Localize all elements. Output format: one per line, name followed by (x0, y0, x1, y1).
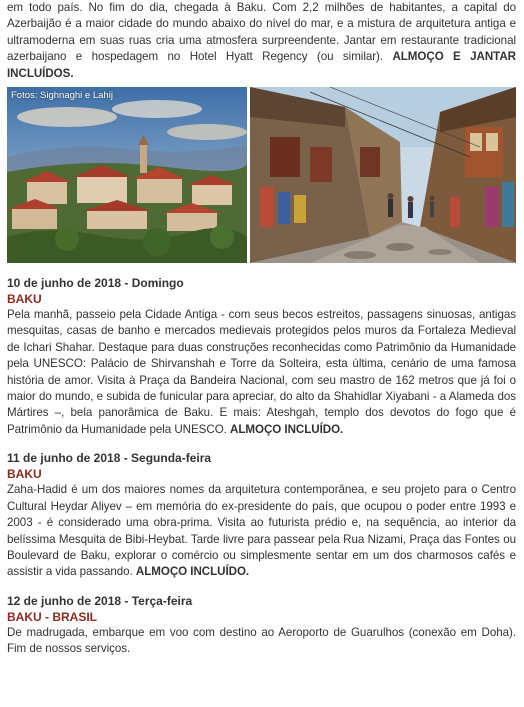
lahij-photo (250, 87, 516, 263)
day-city: BAKU - BRASIL (7, 609, 97, 624)
day-text: Pela manhã, passeio pela Cidade Antiga - com seus becos estreitos, passagens sinuosas, antigas mesquitas, casas de banho e mercados medievais protegidos pelos muros da Fortaleza Medieval de Ichari Shahar. Destaque para duas construções reconhecidas como Patrimônio da Humanidade pela UNESCO: Palácio de Shirvanshah e Torre da Solteira, esta última, cenário de uma famosa história de amor. Visita à Praça da Bandeira Nacional, com seu mastro de 162 metros que já foi o maior do mundo, e subida de funicular para apreciar, do alto da Shahidlar Xiyabani - a Alameda dos Mártires –, bela panorâmica de Baku. E mais: Ateshgah, templo dos devotos do fogo que é Patrimônio da Humanidade pela UNESCO. (7, 308, 516, 436)
day-city: BAKU (7, 292, 42, 307)
intro-paragraph (7, 0, 516, 82)
day-meals: ALMOÇO INCLUÍDO. (230, 422, 344, 436)
photo-strip (7, 87, 516, 263)
day-text: Zaha-Hadid é um dos maiores nomes da arquitetura contemporânea, e seu projeto para o Centro Cultural Heydar Aliyev – em memória do ex-presidente do país, que ocupou o poder entre 1993 e 2003 - é considerado uma obra-prima. Visita ao futurista prédio e, na sequência, ao interior da belíssima Mesquita de Bibi-Heybat. Tarde livre para passear pela Rua Nizami, Praça das Fontes ou Boulevard de Baku, explorar o comércio ou simplesmente sentar em um dos charmosos cafés e assistir a vida passando. (7, 483, 516, 579)
intro-text: em todo país. No fim do dia, chegada à Baku. Com 2,2 milhões de habitantes, a capital do Azerbaijão é a maior cidade do mundo abaixo do nível do mar, e a mistura de arquitetura antiga e ultramoderna em suas ruas cria uma atmosfera surpreendente. Jantar em restaurante tradicional azerbaijano e hospedagem no Hotel Hyatt Regency (ou similar). (7, 1, 516, 64)
intro-meals: ALMOÇO E JANTAR INCLUÍDOS. (7, 50, 516, 80)
day-meals: ALMOÇO INCLUÍDO. (135, 565, 250, 579)
day-block (7, 450, 516, 580)
photo-credit: Fotos: Sighnaghi e Lahij (11, 90, 113, 102)
day-text: De madrugada, embarque em voo com destino ao Aeroporto de Guarulhos (conexão em Doha). Fim de nossos serviços. (7, 625, 516, 656)
itinerary-page (7, 0, 516, 658)
day-date: 12 de junho de 2018 - Terça-feira (7, 593, 193, 608)
day-description (7, 482, 516, 580)
day-description (7, 307, 516, 438)
sighnaghi-photo (7, 87, 247, 263)
day-date: 10 de junho de 2018 - Domingo (7, 276, 184, 291)
day-block (7, 275, 516, 438)
day-date: 11 de junho de 2018 - Segunda-feira (7, 451, 212, 466)
day-block (7, 593, 516, 658)
day-city: BAKU (7, 467, 42, 482)
day-description (7, 625, 516, 658)
